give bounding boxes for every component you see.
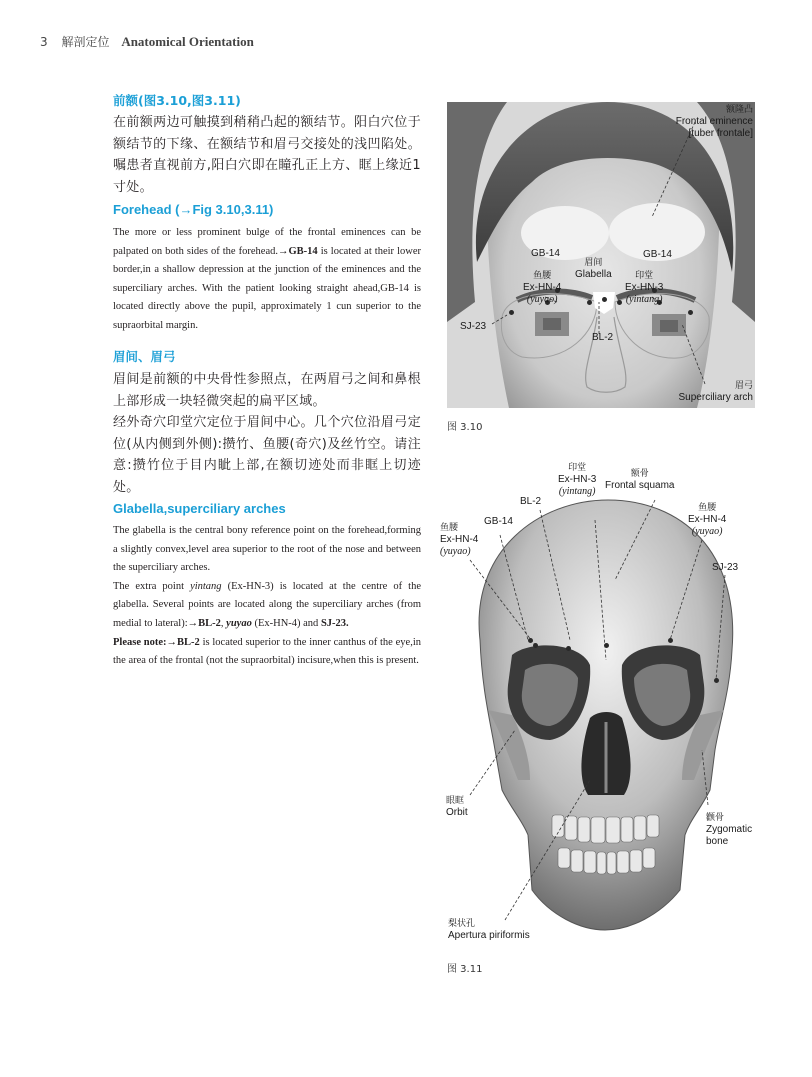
skull-label-zygomatic: 颧骨 Zygomatic bone — [706, 813, 753, 847]
paragraph-glabella-en-2: The extra point yintang (Ex-HN-3) is located at the centre of the glabella. Several points are located along the superciliary arches (from medial to lateral):→BL-2, yuyao (Ex-HN-4) and SJ-23. — [113, 580, 421, 629]
label-bl2: BL-2 — [592, 332, 614, 343]
section-glabella — [113, 348, 421, 671]
label-frontal-eminence: 额隆凸 Frontal eminence [tuber frontale] — [675, 105, 753, 139]
skull-label-sj23: SJ-23 — [712, 562, 739, 573]
running-head — [40, 33, 254, 50]
skull-label-gb14: GB-14 — [484, 516, 513, 527]
chapter-title-zh: 解剖定位 — [61, 35, 110, 49]
skull-label-yuyao-right: 鱼腰 Ex-HN-4 (yuyao) — [688, 503, 727, 537]
paragraph-glabella-en-1: The glabella is the central bony reference point on the forehead,forming a slightly convex,level area superior to the root of the nose and between the superciliary arches. — [113, 525, 421, 574]
face-illustration — [447, 102, 755, 408]
label-superciliary-arch: 眉弓 Superciliary arch — [678, 381, 753, 403]
page-number: 3 — [40, 35, 48, 49]
caption-fig-3-11: 图 3.11 — [447, 964, 483, 975]
figure-3-10 — [447, 102, 755, 408]
label-yuyao: 鱼腰 Ex-HN-4 (yuyao) — [523, 271, 562, 305]
caption-fig-3-10: 图 3.10 — [447, 422, 483, 433]
skull-point-bl2 — [566, 646, 571, 651]
point-bl2-left — [587, 300, 592, 305]
heading-forehead-en: Forehead (→Fig 3.10,3.11) — [113, 202, 274, 217]
paragraph-glabella-zh-1: 眉间是前额的中央骨性参照点，在两眉弓之间和鼻根上部形成一块轻微突起的扁平区域。 — [113, 372, 421, 409]
ref-gb14: →GB-14 — [278, 245, 318, 257]
point-bl2-right — [617, 300, 622, 305]
skull-label-yuyao-left: 鱼腰 Ex-HN-4 (yuyao) — [440, 523, 479, 557]
heading-glabella-zh: 眉间、眉弓 — [113, 349, 176, 364]
label-gb14-right: GB-14 — [643, 249, 672, 260]
paragraph-glabella-note: Please note:→BL-2 is located superior to the inner canthus of the eye,in the area of the frontal (not the supraorbital) incisure,when this is present. — [113, 636, 421, 667]
skull-point-sj23 — [714, 678, 719, 683]
heading-forehead-zh: 前额(图3.10,图3.11) — [113, 93, 241, 108]
skull-point-gb14 — [528, 638, 533, 643]
label-sj23: SJ-23 — [460, 321, 487, 332]
point-sj23-left — [509, 310, 514, 315]
paragraph-forehead-en: The more or less prominent bulge of the frontal eminences can be palpated on both sides of the forehead.→GB-14 is located at their lower border,in a shallow depression at the junction of the eminences and the superciliary arches. With the patient looking straight ahead,GB-14 is located directly above the pupil, approximately 1 cun superior to the supraorbital margin. — [113, 227, 421, 331]
skull-label-bl2: BL-2 — [520, 496, 542, 507]
label-gb14-left: GB-14 — [531, 248, 560, 259]
section-forehead — [113, 92, 421, 336]
label-yintang: 印堂 Ex-HN-3 (yintang) — [625, 271, 664, 305]
skull-label-piriform: 梨状孔 Apertura piriformis — [448, 919, 530, 941]
paragraph-glabella-zh-2: 经外奇穴印堂穴定位于眉间中心。几个穴位沿眉弓定位(从内侧到外侧):攒竹、鱼腰(奇穴)及丝竹空。请注意:攒竹位于目内眦上部,在额切迹处而非眶上切迹处。 — [113, 415, 421, 495]
paragraph-forehead-zh: 在前额两边可触摸到稍稍凸起的额结节。阳白穴位于额结节的下缘、在额结节和眉弓交接处的浅凹陷处。嘱患者直视前方,阳白穴即在瞳孔正上方、眶上缘近1寸处。 — [113, 115, 421, 195]
skull-point-yuyao-right — [668, 638, 673, 643]
figure-3-11 — [440, 460, 770, 950]
label-glabella: 眉间 Glabella — [575, 258, 612, 280]
skull-label-yintang: 印堂 Ex-HN-3 (yintang) — [558, 463, 597, 497]
chapter-title-en: Anatomical Orientation — [121, 34, 254, 49]
skull-label-frontal-squama: 额骨 Frontal squama — [605, 469, 675, 491]
point-yintang — [602, 297, 607, 302]
skull-label-orbit: 眼眶 Orbit — [446, 796, 468, 818]
skull-point-yuyao-left — [533, 643, 538, 648]
point-sj23-right — [688, 310, 693, 315]
skull-point-yintang — [604, 643, 609, 648]
heading-glabella-en: Glabella,superciliary arches — [113, 501, 286, 516]
